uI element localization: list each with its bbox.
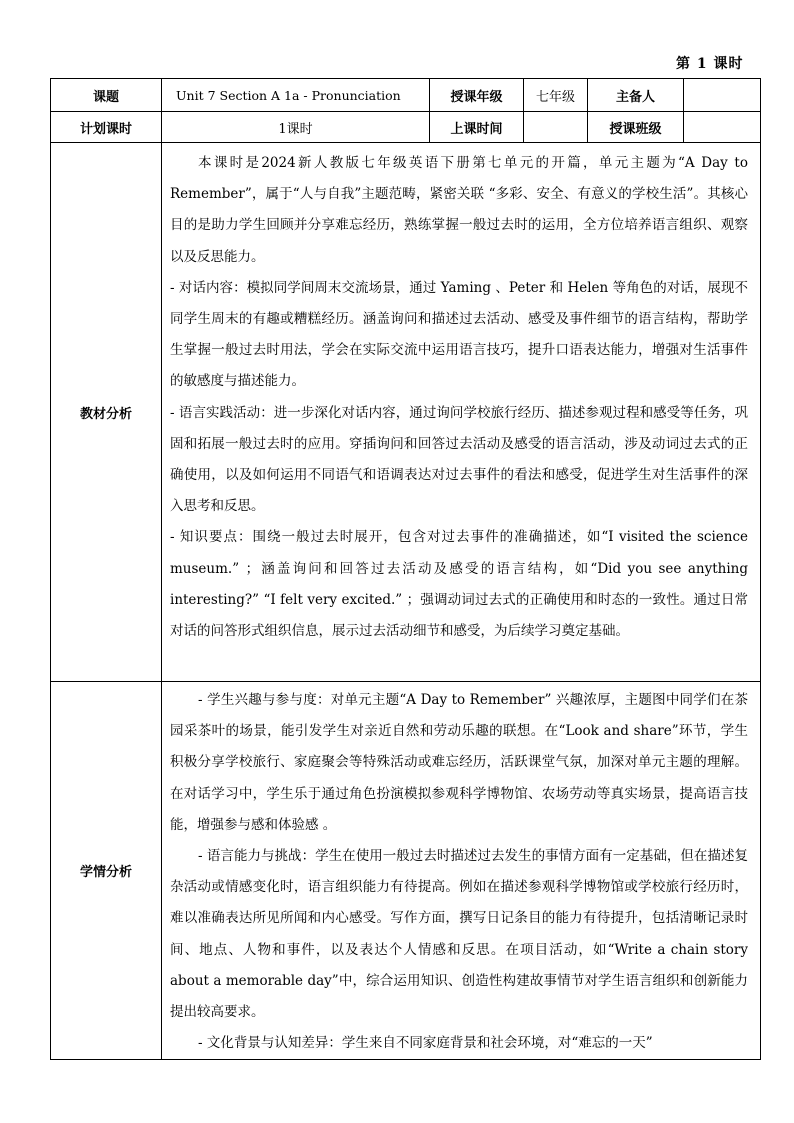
student-analysis-content [162,682,761,1060]
textbook-analysis-label: 教材分析 [51,143,162,682]
grade-value: 七年级 [524,79,588,112]
student-paragraph-culture: - 文化背景与认知差异：学生来自不同家庭背景和社会环境，对“难忘的一天” [198,1035,653,1052]
table-row-student-analysis [51,682,761,1060]
student-paragraph-interest: - 学生兴趣与参与度：对单元主题“A Day to Remember” 兴趣浓厚，主题图中同学们在茶园采茶叶的场景，能引发学生对亲近自然和劳动乐趣的联想。在“Look and share”环节，学生积极分享学校旅行、家庭聚会等特殊活动或难忘经历，活跃课堂气氛，加深对单元主题的理解。在对话学习中，学生乐于通过角色扮演模拟参观科学博物馆、农场劳动等真实场景，提高语言技能，增强参与感和体验感 。 [170,692,748,833]
class-time-value [524,112,588,143]
textbook-paragraph-practice: - 语言实践活动：进一步深化对话内容，通过询问学校旅行经历、描述参观过程和感受等任务，巩固和拓展一般过去时的应用。穿插询问和回答过去活动及感受的语言活动，涉及动词过去式的正确使用，以及如何运用不同语气和语调表达对过去事件的看法和感受，促进学生对生活事件的深入思考和反思。 [170,404,748,515]
lesson-plan-table [50,78,761,1060]
class-name-label: 授课班级 [588,112,684,143]
textbook-paragraph-dialogue: - 对话内容：模拟同学间周末交流场景，通过 Yaming 、Peter 和 Helen 等角色的对话，展现不同学生周末的有趣或糟糕经历。涵盖询问和描述过去活动、感受及事件细节的语言结构，帮助学生掌握一般过去时用法，学会在实际交流中运用语言技巧，提升口语表达能力，增强对生活事件的敏感度与描述能力。 [170,279,748,390]
textbook-analysis-content [162,143,761,682]
textbook-paragraph-intro: 本课时是2024新人教版七年级英语下册第七单元的开篇，单元主题为“A Day to Remember”，属于“人与自我”主题范畴，紧密关联 “多彩、安全、有意义的学校生活”。其核心目的是助力学生回顾并分享难忘经历，熟练掌握一般过去时的运用，全方位培养语言组织、观察以及反思能力。 [170,155,748,265]
class-name-value [684,112,761,143]
table-row-topic [51,79,761,112]
student-analysis-label: 学情分析 [51,682,162,1060]
preparer-value [684,79,761,112]
grade-label: 授课年级 [430,79,524,112]
table-row-textbook-analysis [51,143,761,682]
preparer-label: 主备人 [588,79,684,112]
class-time-label: 上课时间 [430,112,524,143]
lesson-number: 第 1 课时 [676,56,744,72]
planned-hours-label: 计划课时 [51,112,162,143]
topic-value: Unit 7 Section A 1a - Pronunciation [162,79,430,112]
planned-hours-value: 1课时 [162,112,430,143]
table-row-schedule [51,112,761,143]
topic-label: 课题 [51,79,162,112]
textbook-paragraph-knowledge: - 知识要点：围绕一般过去时展开，包含对过去事件的准确描述，如“I visited the science museum.” ；涵盖询问和回答过去活动及感受的语言结构，如“Did you see anything interesting?” “I felt very excited.” ；强调动词过去式的正确使用和时态的一致性。通过日常对话的问答形式组织信息，展示过去活动细节和感受，为后续学习奠定基础。 [170,529,748,640]
student-paragraph-ability: - 语言能力与挑战：学生在使用一般过去时描述过去发生的事情方面有一定基础，但在描述复杂活动或情感变化时，语言组织能力有待提高。例如在描述参观科学博物馆或学校旅行经历时，难以准确表达所见所闻和内心感受。写作方面，撰写日记条目的能力有待提升，包括清晰记录时间、地点、人物和事件，以及表达个人情感和反思。在项目活动，如“Write a chain story about a memorable day”中，综合运用知识、创造性构建故事情节对学生语言组织和创新能力提出较高要求。 [170,848,748,1021]
